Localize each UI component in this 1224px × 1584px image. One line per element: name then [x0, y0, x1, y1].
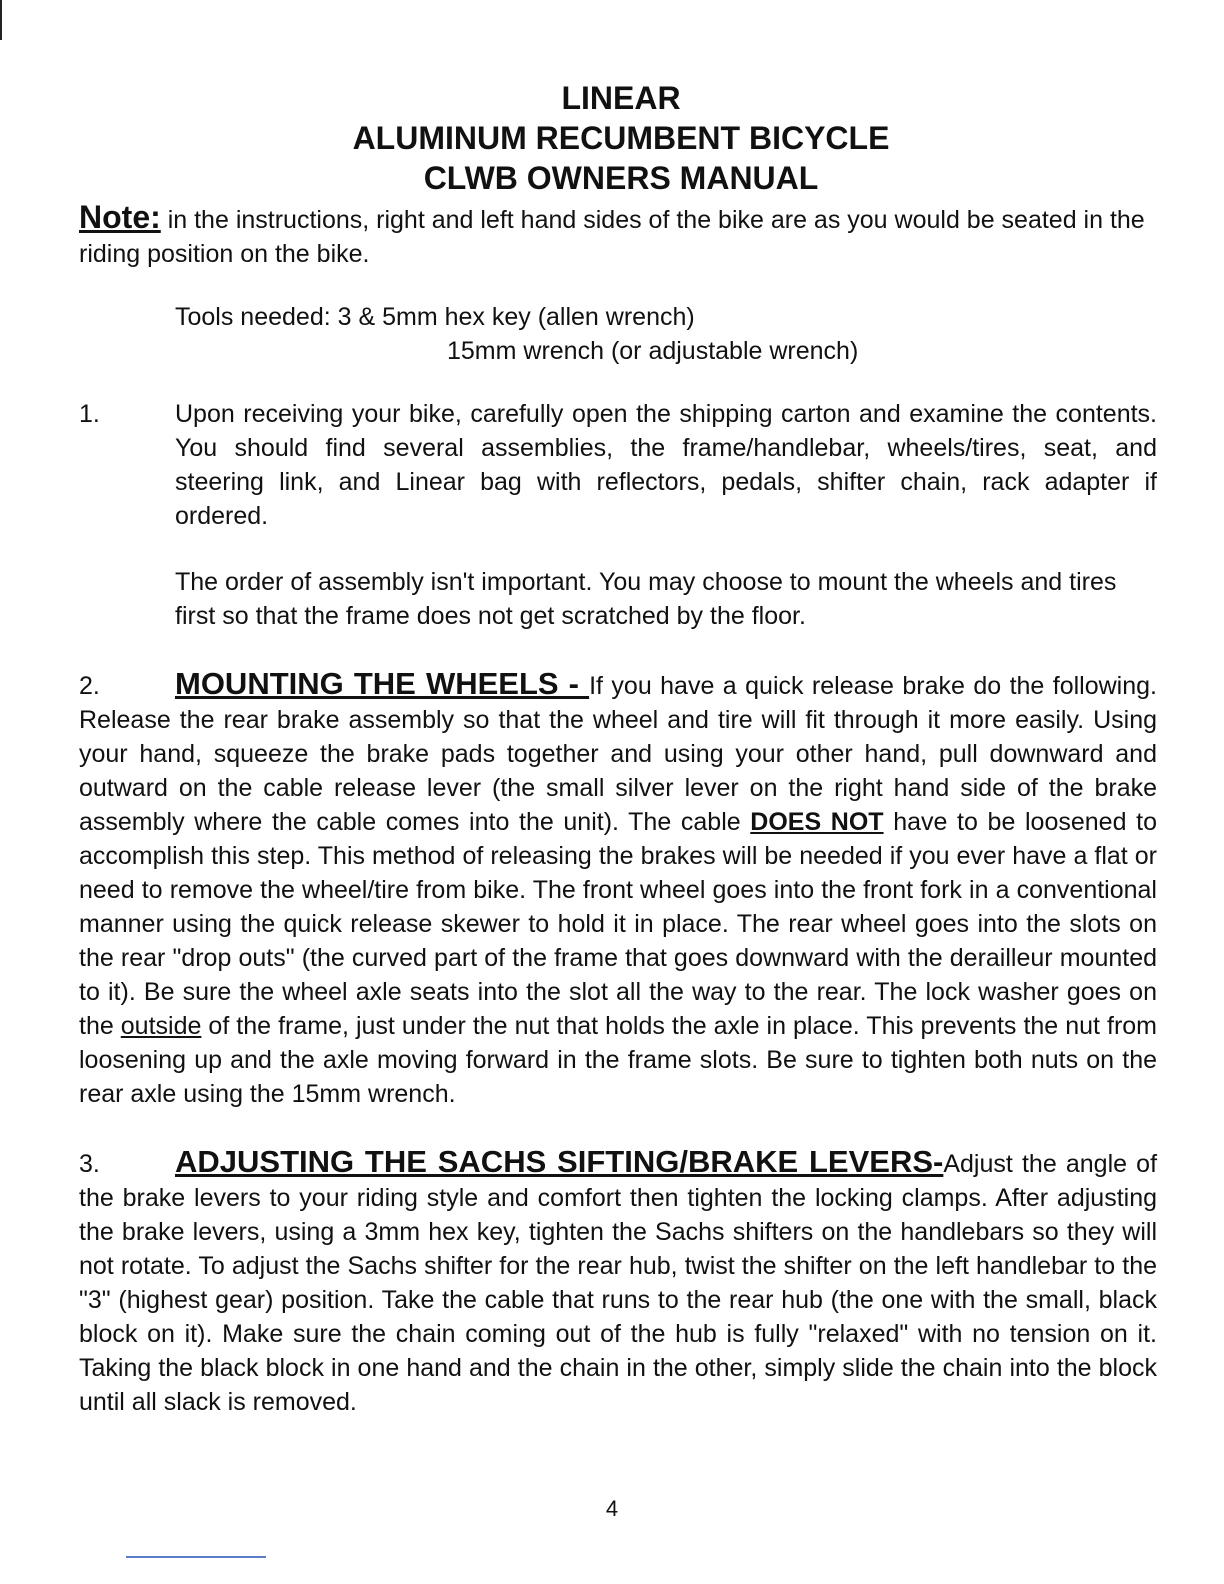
title-line-2: ALUMINUM RECUMBENT BICYCLE: [352, 120, 890, 156]
section-3-heading: ADJUSTING THE SACHS SIFTING/BRAKE LEVERS-: [175, 1144, 944, 1179]
section-3-number: 3.: [79, 1150, 100, 1178]
section-3-adjusting-levers: [79, 1145, 1157, 1419]
title-line-1: LINEAR: [561, 80, 681, 116]
section-2-text-b: have to be loosened to accomplish this step. This method of releasing the brakes will be needed if you ever have a flat or need to remove the wheel/tire from bike. The front wheel goes into the front fork in a conventional manner using the quick release skewer to hold it in place. The rear wheel goes into the slots on the rear "drop outs" (the curved part of the frame that goes downward with the derailleur mounted to it). Be sure the wheel axle seats into the slot all the way to the rear. The lock washer goes on the: [79, 808, 1157, 1040]
title-line-3: CLWB OWNERS MANUAL: [423, 160, 819, 196]
scan-edge-line: [0, 0, 2, 40]
tools-line-2: 15mm wrench (or adjustable wrench): [447, 337, 859, 365]
section-2-number: 2.: [79, 672, 100, 700]
manual-page: [79, 78, 1157, 1419]
section-2-text-a: If you have a quick release brake do the following. Release the rear brake assembly so that the wheel and tire will fit through it more easily. Using your hand, squeeze the brake pads together and using your other hand, pull downward and outward on the cable release lever (the small silver lever on the right hand side of the brake assembly where the cable comes into the unit). The cable: [79, 672, 1157, 836]
tools-needed: [175, 300, 1157, 368]
note-text: in the instructions, right and left hand sides of the bike are as you would be seated in the riding position on the bike.: [79, 206, 1145, 268]
section-2-heading: MOUNTING THE WHEELS -: [175, 666, 590, 701]
footer-rule: [126, 1556, 266, 1558]
page-number: 4: [605, 1496, 619, 1521]
step-1-number: 1.: [79, 400, 100, 428]
document-title: [85, 78, 1157, 198]
tools-line-1: Tools needed: 3 & 5mm hex key (allen wrench): [175, 303, 695, 331]
section-2-text-c: of the frame, just under the nut that holds the axle in place. This prevents the nut from loosening up and the axle moving forward in the frame slots. Be sure to tighten both nuts on the rear axle using the 15mm wrench.: [79, 1012, 1158, 1108]
section-2-emphasis: DOES NOT: [750, 808, 884, 836]
section-2-underlined-word: outside: [120, 1012, 202, 1040]
step-1-paragraph-2: The order of assembly isn't important. You may choose to mount the wheels and tires first so that the frame does not get scratched by the floor.: [175, 568, 1117, 630]
note-paragraph: [79, 200, 1157, 271]
section-3-text: Adjust the angle of the brake levers to your riding style and comfort then tighten the locking clamps. After adjusting the brake levers, using a 3mm hex key, tighten the Sachs shifters on the handlebars so they will not rotate. To adjust the Sachs shifter for the rear hub, twist the shifter on the left handlebar to the "3" (highest gear) position. Take the cable that runs to the rear hub (the one with the small, black block on it). Make sure the chain coming out of the hub is fully "relaxed" with no tension on it. Taking the black block in one hand and the chain in the other, simply slide the chain into the block until all slack is removed.: [79, 1150, 1158, 1416]
step-1: [79, 397, 1157, 533]
step-1-paragraph-1: Upon receiving your bike, carefully open the shipping carton and examine the contents. You should find several assemblies, the frame/handlebar, wheels/tires, seat, and steering link, and Linear bag with reflectors, pedals, shifter chain, rack adapter if ordered.: [175, 400, 1157, 530]
note-label: Note:: [79, 199, 161, 235]
section-2-mounting-wheels: [79, 667, 1157, 1111]
